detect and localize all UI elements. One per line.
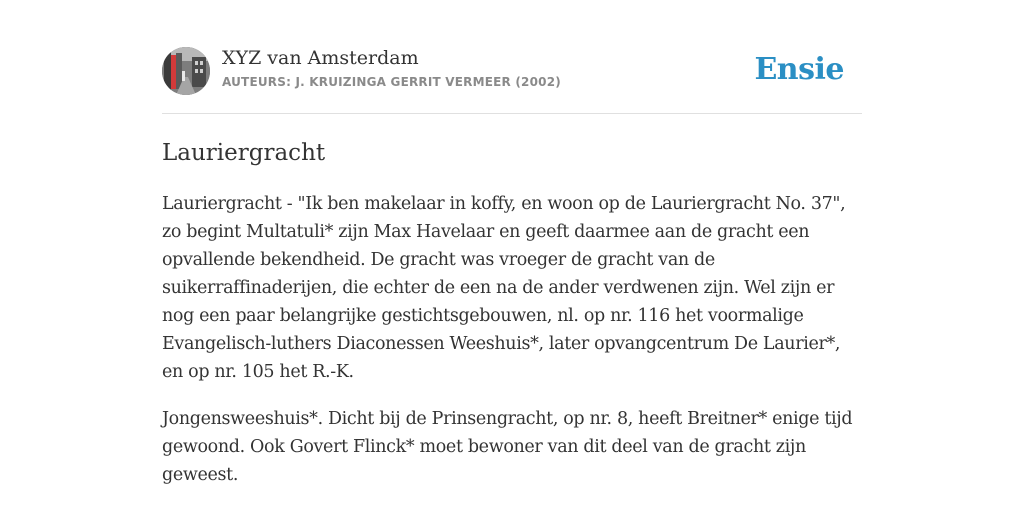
entry-paragraph-1: Lauriergracht - "Ik ben makelaar in koffy, en woon op de Lauriergracht No. 37", zo begint Multatuli* zijn Max Havelaar en geeft daarmee aan de gracht een opvallende bekendheid. De gracht was vroeger de gracht van de suikerraffinaderijen, die echter de een na de ander verdwenen zijn. Wel zijn er nog een paar belangrijke gestichtsgebouwen, nl. op nr. 116 het voormalige Evangelisch-luthers Diaconessen Weeshuis*, later opvangcentrum De Laurier*, en op nr. 105 het R.-K. (162, 194, 846, 382)
street-photo-icon (162, 47, 210, 95)
book-title[interactable]: XYZ van Amsterdam (222, 47, 419, 69)
book-header (162, 46, 862, 96)
entry-paragraph-2: Jongensweeshuis*. Dicht bij de Prinsengracht, op nr. 8, heeft Breitner* enige tijd gewoond. Ook Govert Flinck* moet bewoner van dit deel van de gracht zijn geweest. (162, 409, 853, 485)
header-divider (162, 113, 862, 114)
entry-title: Lauriergracht (162, 140, 326, 166)
book-cover-avatar[interactable] (162, 47, 210, 95)
ensie-logo[interactable]: Ensie (754, 52, 844, 87)
book-authors: AUTEURS: J. KRUIZINGA GERRIT VERMEER (2002) (222, 75, 561, 89)
